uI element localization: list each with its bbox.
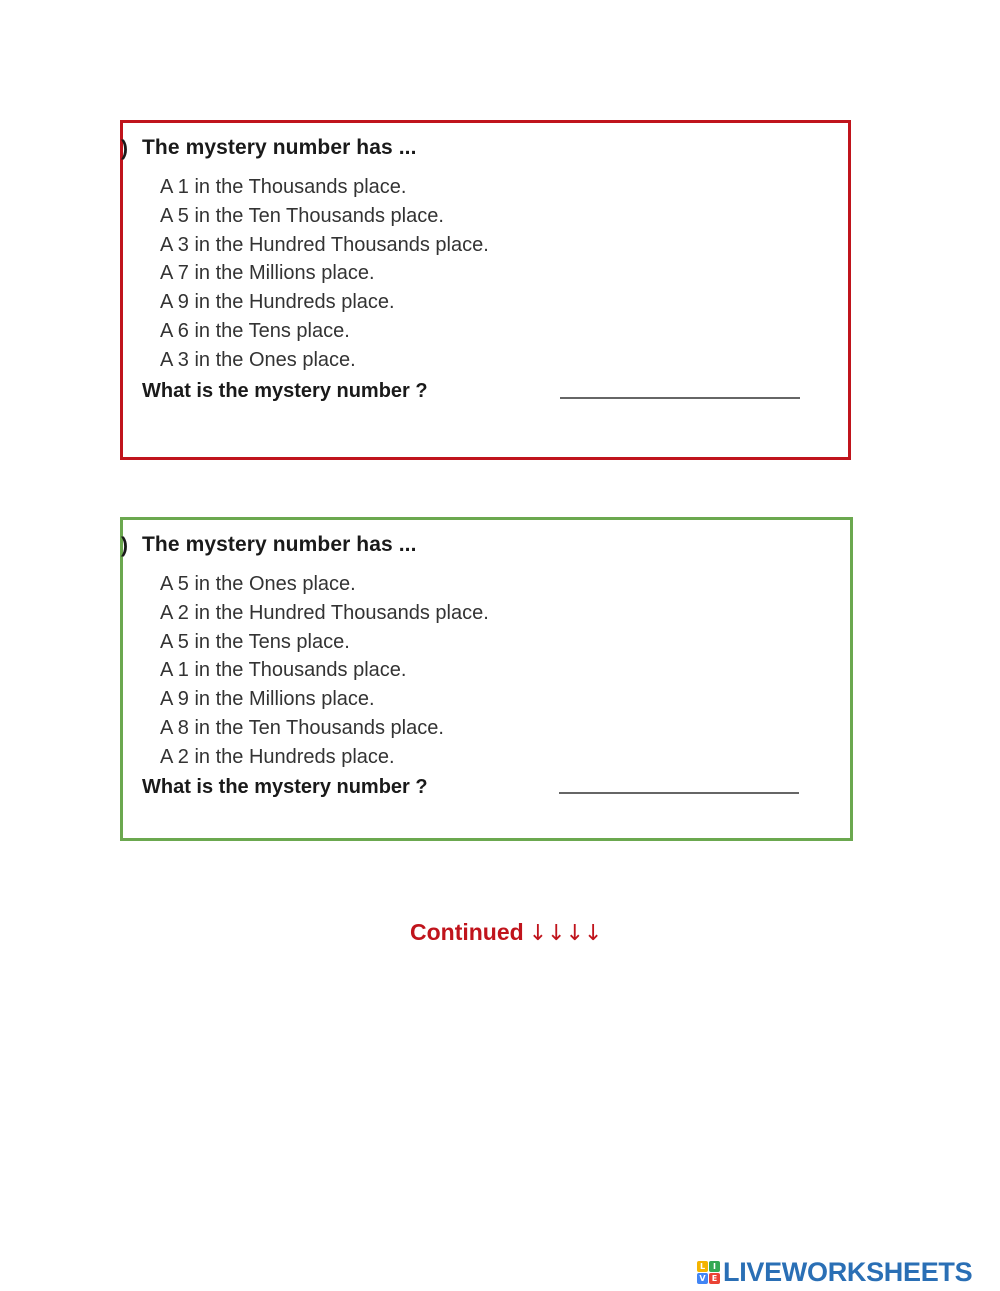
clue-item: A 5 in the Ones place. xyxy=(160,573,356,595)
down-arrows-icon: ↓↓↓↓ xyxy=(528,921,603,946)
clue-item: A 2 in the Hundreds place. xyxy=(160,745,395,768)
logo-mark-tile: I xyxy=(709,1261,720,1272)
answer-input[interactable] xyxy=(560,387,800,399)
continued-label: Continued xyxy=(410,919,524,945)
logo-mark-tile: V xyxy=(697,1273,708,1284)
question-number: ) xyxy=(121,534,128,557)
puzzle-heading: The mystery number has ... xyxy=(142,136,417,159)
clue-item: A 3 in the Ones place. xyxy=(160,348,356,371)
clue-item: A 9 in the Hundreds place. xyxy=(160,291,395,314)
clue-item: A 9 in the Millions place. xyxy=(160,688,375,711)
clue-list xyxy=(160,570,489,772)
clue-list xyxy=(160,173,489,375)
question-number: ) xyxy=(121,137,128,160)
answer-input[interactable] xyxy=(559,782,799,794)
mystery-number-box-1 xyxy=(120,120,851,460)
liveworksheets-logo xyxy=(697,1257,972,1287)
mystery-number-box-2 xyxy=(120,517,853,841)
question-prompt: What is the mystery number ? xyxy=(142,380,428,402)
logo-mark-tile: E xyxy=(709,1273,720,1284)
clue-item: A 2 in the Hundred Thousands place. xyxy=(160,601,489,624)
clue-item: A 5 in the Tens place. xyxy=(160,630,350,653)
clue-item: A 3 in the Hundred Thousands place. xyxy=(160,233,489,256)
logo-text: LIVEWORKSHEETS xyxy=(723,1256,973,1287)
question-prompt: What is the mystery number ? xyxy=(142,776,428,798)
clue-item: A 1 in the Thousands place. xyxy=(160,659,407,682)
logo-mark-tile: L xyxy=(697,1261,708,1272)
clue-item: A 1 in the Thousands place. xyxy=(160,176,407,198)
clue-item: A 8 in the Ten Thousands place. xyxy=(160,716,444,739)
logo-mark-icon xyxy=(697,1261,720,1284)
continued-note xyxy=(410,919,602,946)
puzzle-heading: The mystery number has ... xyxy=(142,533,417,556)
clue-item: A 5 in the Ten Thousands place. xyxy=(160,204,444,227)
clue-item: A 7 in the Millions place. xyxy=(160,262,375,285)
clue-item: A 6 in the Tens place. xyxy=(160,319,350,342)
